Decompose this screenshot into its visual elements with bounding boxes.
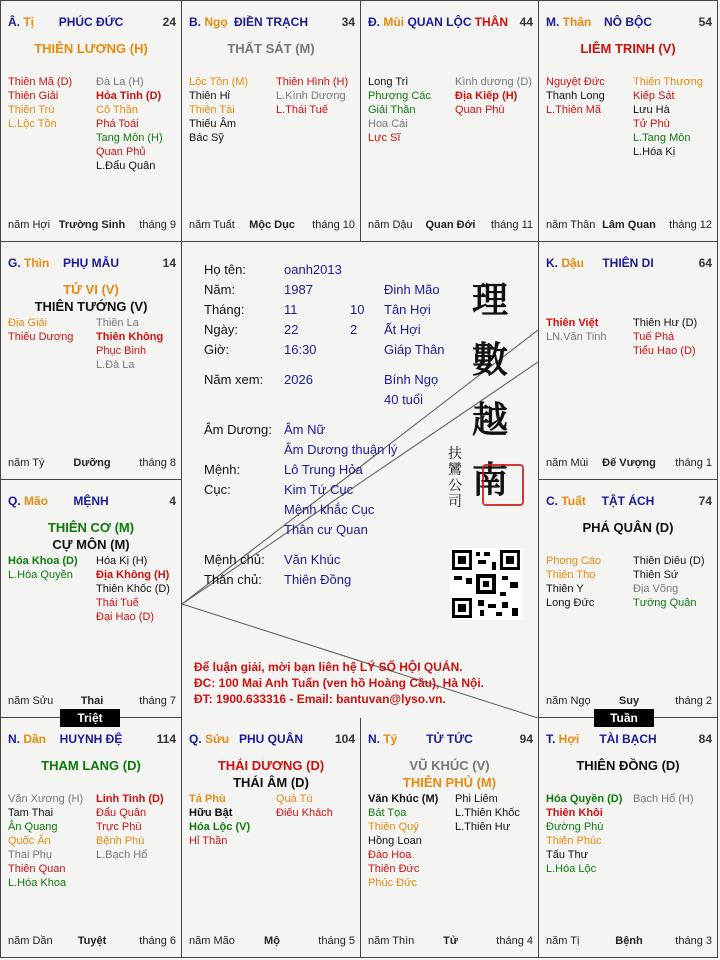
palace-footer (189, 935, 355, 949)
main-star: THAM LANG (D) (41, 758, 141, 773)
minor-star: Quan Phù (455, 104, 505, 116)
truong-sinh-stage: Lâm Quan (602, 219, 656, 231)
palace-number: 14 (162, 256, 176, 270)
minor-star: Thiên Mã (D) (8, 76, 73, 88)
minor-star: Tuế Phá (633, 331, 675, 343)
am-duong-label: Âm Dương: (204, 422, 272, 437)
seal-char-1: 理 (472, 279, 509, 321)
palace-month: tháng 3 (675, 935, 712, 947)
minor-star: Lộc Tồn (M) (189, 76, 249, 88)
minor-star: Thiên Hư (D) (633, 317, 698, 329)
palace-footer (8, 935, 176, 949)
palace-month: tháng 1 (675, 457, 712, 469)
menh-value: Lô Trung Hỏa (284, 462, 363, 477)
palace-footer (8, 695, 176, 709)
minor-star: Thiếu Dương (8, 331, 74, 343)
palace-footer (8, 457, 176, 471)
main-star: THIÊN CƠ (M) (47, 520, 135, 535)
hour-can-chi: Giáp Thân (384, 342, 445, 357)
minor-star: Cô Thần (96, 104, 138, 116)
palace-name: QUAN LỘC (407, 15, 472, 29)
palace-name: PHỤ MẪU (63, 256, 119, 270)
palace-mao[interactable] (0, 479, 182, 718)
palace-branch: Q. Sửu (189, 732, 230, 746)
main-star: VŨ KHÚC (V) (409, 758, 490, 773)
main-star: THÁI ÂM (D) (233, 775, 309, 790)
month-label: Tháng: (204, 302, 245, 317)
star-column-left (546, 316, 607, 344)
minor-star: Trực Phù (96, 821, 142, 833)
star-column-left (368, 75, 431, 145)
palace-branch: B. Ngọ (189, 15, 228, 29)
minor-star: Phong Cáo (546, 555, 602, 567)
minor-star: Phi Liêm (455, 793, 498, 805)
minor-star: Phục Binh (96, 345, 147, 357)
palace-header (182, 1, 360, 29)
palace-name: HUYNH ĐỆ (59, 732, 123, 746)
minor-star: Hóa Kị (H) (96, 555, 148, 567)
minor-star: Phá Toái (96, 118, 139, 130)
palace-than[interactable] (538, 0, 718, 242)
red-stamp (482, 464, 524, 506)
star-column-left (8, 792, 83, 890)
star-column-left (8, 316, 73, 344)
minor-star: L.Thiên Hư (455, 821, 511, 833)
star-column-left (8, 75, 72, 131)
palace-branch: M. Thân (546, 15, 592, 29)
minor-star: Hóa Lộc (V) (189, 821, 251, 833)
hour-value: 16:30 (284, 342, 317, 357)
minor-star: L.Lộc Tồn (8, 118, 57, 130)
minor-star: L.Hóa Kị (633, 146, 676, 158)
minor-star: L.Hóa Khoa (8, 877, 67, 889)
main-star: THIÊN ĐỒNG (D) (576, 758, 680, 773)
truong-sinh-stage: Dưỡng (73, 457, 111, 469)
minor-star: Thiên Giải (8, 90, 59, 102)
palace-branch: T. Hợi (546, 732, 580, 746)
view-can-chi: Bính Ngọ (384, 372, 439, 387)
palace-header (182, 718, 360, 746)
palace-header (539, 1, 717, 29)
palace-footer (189, 219, 355, 233)
palace-number: 44 (519, 15, 533, 29)
palace-month: tháng 12 (669, 219, 712, 231)
minor-star: Hữu Bật (189, 807, 233, 819)
minor-star: Tấu Thư (546, 849, 589, 861)
main-star: THÁI DƯƠNG (D) (217, 758, 325, 773)
palace-number: 54 (698, 15, 712, 29)
minor-star: Thiên Trù (8, 104, 55, 116)
star-column-right (276, 75, 348, 117)
minor-star: Linh Tinh (D) (96, 793, 164, 805)
star-column-right (455, 75, 532, 117)
minor-star: Địa Không (H) (96, 569, 170, 581)
minor-star: L.Kình Dương (276, 90, 346, 102)
tuan-badge: Tuần (594, 709, 654, 727)
palace-header (361, 718, 538, 746)
minor-star: Tam Thai (8, 807, 54, 819)
palace-branch: N. Tý (368, 732, 398, 746)
palace-branch: Q. Mão (8, 494, 49, 508)
palace-header (361, 1, 538, 29)
palace-year: năm Tý (8, 457, 45, 469)
star-column-left (189, 792, 250, 848)
palace-dau[interactable] (538, 241, 718, 480)
main-star: PHÁ QUÂN (D) (582, 520, 674, 535)
palace-month: tháng 9 (139, 219, 176, 231)
truong-sinh-stage: Quan Đới (425, 219, 476, 231)
minor-star: L.Tang Môn (633, 132, 691, 144)
minor-star: Bác Sỹ (189, 132, 224, 144)
palace-year: năm Dậu (368, 219, 413, 231)
seal-char-2: 數 (472, 339, 509, 381)
minor-star: Bệnh Phù (96, 835, 145, 847)
palace-tuat[interactable] (538, 479, 718, 718)
minor-star: Địa Võng (633, 583, 679, 595)
am-duong-value: Âm Nữ (284, 422, 326, 437)
palace-year: năm Thìn (368, 935, 415, 947)
year-value: 1987 (284, 282, 313, 297)
palace-month: tháng 4 (496, 935, 533, 947)
truong-sinh-stage: Đế Vượng (602, 457, 656, 469)
truong-sinh-stage: Tử (443, 935, 458, 947)
star-column-right (633, 792, 694, 806)
minor-star: Thiên Thọ (546, 569, 596, 581)
minor-star: Bát Tọa (368, 807, 407, 819)
palace-month: tháng 11 (490, 219, 533, 231)
palace-footer (8, 219, 176, 233)
minor-star: Thái Tuế (96, 597, 139, 609)
minor-star: Thiên Tài (189, 104, 235, 116)
minor-star: Long Đức (546, 597, 595, 609)
palace-mui[interactable] (360, 0, 539, 242)
truong-sinh-stage: Mộc Dục (249, 219, 295, 231)
minor-star: Thiên Y (546, 583, 584, 595)
minor-star: Long Trì (368, 76, 409, 88)
minor-star: Thiên Khôi (546, 807, 603, 819)
truong-sinh-stage: Suy (618, 695, 640, 707)
than-cu: Thân cư Quan (284, 522, 368, 537)
qr-code-icon[interactable] (450, 548, 522, 620)
day-can-chi: Ất Hợi (384, 322, 421, 337)
palace-name: PHÚC ĐỨC (58, 15, 124, 29)
minor-star: L.Thiên Khốc (455, 807, 520, 819)
palace-name: MỆNH (73, 494, 109, 508)
menh-chu-label: Mệnh chủ: (204, 552, 265, 567)
minor-star: Thiên Quan (8, 863, 66, 875)
minor-star: Quả Tú (276, 793, 313, 805)
palace-number: 104 (334, 732, 355, 746)
palace-year: năm Tị (546, 935, 580, 947)
truong-sinh-stage: Tuyệt (77, 935, 107, 947)
minor-star: L.Đà La (96, 359, 135, 371)
palace-year: năm Thân (546, 219, 596, 231)
palace-year: năm Sửu (8, 695, 54, 707)
minor-star: Hóa Quyền (D) (546, 793, 623, 805)
main-star: LIÊM TRINH (V) (580, 41, 676, 56)
cuc-label: Cục: (204, 482, 231, 497)
month-can-chi: Tân Hợi (384, 302, 431, 317)
minor-star: Thanh Long (546, 90, 605, 102)
minor-star: Thiên Thương (633, 76, 704, 88)
star-column-right (633, 316, 697, 358)
main-star: THIÊN TƯỚNG (V) (34, 299, 148, 314)
center-info-panel (182, 242, 538, 718)
palace-month: tháng 6 (139, 935, 176, 947)
day-label: Ngày: (204, 322, 238, 337)
minor-star: Địa Kiếp (H) (455, 90, 518, 102)
palace-thin[interactable] (0, 241, 182, 480)
main-star: THIÊN PHỦ (M) (402, 775, 497, 790)
star-column-left (368, 792, 438, 890)
seal-char-4: 南 (472, 459, 509, 501)
palace-name: PHU QUÂN (238, 732, 303, 746)
contact-phone-email[interactable]: ĐT: 1900.633316 - Email: bantuvan@lyso.vn. (194, 692, 446, 706)
palace-footer (368, 935, 533, 949)
truong-sinh-stage: Thai (80, 695, 104, 707)
main-star: THIÊN LƯƠNG (H) (34, 41, 148, 56)
palace-number: 24 (162, 15, 176, 29)
star-column-right (96, 316, 163, 372)
palace-number: 4 (169, 494, 176, 508)
palace-year: năm Hợi (8, 219, 51, 231)
palace-month: tháng 7 (139, 695, 176, 707)
star-column-left (546, 75, 605, 117)
palace-name: TẬT ÁCH (601, 494, 655, 508)
minor-star: Quan Phủ (96, 146, 146, 158)
minor-star: Tiểu Hao (D) (633, 345, 696, 357)
palace-footer (368, 219, 533, 233)
palace-number: 114 (156, 732, 176, 746)
minor-star: Đà La (H) (96, 76, 144, 88)
view-year-label: Năm xem: (204, 372, 264, 387)
cuc-relation: Mệnh khắc Cục (284, 502, 375, 517)
palace-year: năm Mùi (546, 457, 589, 469)
minor-star: Thiên Quý (368, 821, 419, 833)
palace-ty[interactable] (360, 717, 539, 958)
minor-star: Hoa Cái (368, 118, 408, 130)
minor-star: Thiên Việt (546, 317, 599, 329)
seal-char-3: 越 (472, 399, 509, 441)
palace-branch: Â. Tị (8, 15, 35, 29)
palace-footer (546, 935, 712, 949)
am-duong-relation: Âm Dương thuận lý (284, 442, 398, 457)
star-column-right (96, 554, 170, 624)
palace-footer (546, 457, 712, 471)
palace-ti[interactable] (0, 0, 182, 242)
year-can-chi: Đinh Mão (384, 282, 440, 297)
minor-star: Văn Xương (H) (8, 793, 84, 805)
triet-badge: Triệt (60, 709, 120, 727)
palace-hoi[interactable] (538, 717, 718, 958)
palace-header (1, 1, 181, 29)
palace-name: TÀI BẠCH (599, 732, 657, 746)
minor-star: LN.Văn Tinh (546, 331, 607, 343)
minor-star: Phúc Đức (368, 877, 417, 889)
palace-year: năm Mão (189, 935, 235, 947)
palace-number: 34 (341, 15, 355, 29)
minor-star: Thiên Diêu (D) (633, 555, 705, 567)
minor-star: Hỏa Tinh (D) (96, 90, 162, 102)
minor-star: Lực Sĩ (368, 132, 401, 144)
truong-sinh-stage: Trường Sinh (58, 219, 126, 231)
palace-footer (546, 219, 712, 233)
palace-dan[interactable] (0, 717, 182, 958)
palace-name: THIÊN DI (602, 256, 654, 270)
minor-star: Nguyệt Đức (546, 76, 605, 88)
minor-star: Đại Hao (D) (96, 611, 155, 623)
view-year-value: 2026 (284, 372, 313, 387)
cuc-value: Kim Tứ Cục (284, 482, 354, 497)
minor-star: Điếu Khách (276, 807, 333, 819)
minor-star: Bạch Hổ (H) (633, 793, 694, 805)
palace-header (539, 480, 717, 508)
truong-sinh-stage: Mộ (264, 935, 280, 947)
palace-number: 64 (698, 256, 712, 270)
minor-star: Thiên Đức (368, 863, 420, 875)
star-column-right (96, 75, 163, 173)
minor-star: Văn Khúc (M) (368, 793, 439, 805)
minor-star: Thiếu Âm (189, 118, 237, 130)
main-star: TỬ VI (V) (63, 282, 119, 297)
month-lunar: 10 (350, 302, 365, 317)
palace-name: ĐIỀN TRẠCH (234, 15, 308, 29)
palace-month: tháng 5 (318, 935, 355, 947)
palace-header (1, 480, 181, 508)
minor-star: Đường Phù (546, 821, 604, 833)
palace-month: tháng 2 (675, 695, 712, 707)
truong-sinh-stage: Bệnh (615, 935, 643, 947)
palace-name: NÔ BỘC (604, 15, 652, 29)
contact-address: ĐC: 100 Mai Anh Tuấn (ven hồ Hoàng Cầu), Hà Nội. (194, 676, 485, 690)
star-column-left (8, 554, 78, 582)
main-star: THẤT SÁT (M) (227, 41, 315, 56)
minor-star: Kình dương (D) (455, 76, 532, 88)
minor-star: Thiên Hình (H) (276, 76, 349, 88)
palace-header (539, 242, 717, 270)
palace-year: năm Ngọ (546, 695, 591, 707)
minor-star: Thiên La (96, 317, 139, 329)
minor-star: Đào Hoa (368, 849, 412, 861)
seal-side-text: 扶 鸞 公 司 (448, 446, 462, 510)
palace-header (1, 242, 181, 270)
star-column-right (633, 75, 703, 159)
minor-star: Thiên Phúc (546, 835, 602, 847)
minor-star: L.Hóa Quyền (8, 569, 73, 581)
main-star: CỰ MÔN (M) (52, 537, 130, 552)
palace-branch: G. Thìn (8, 256, 50, 270)
minor-star: Hồng Loan (368, 835, 422, 847)
minor-star: Tả Phù (189, 793, 226, 805)
minor-star: Tử Phù (633, 118, 670, 130)
star-column-left (189, 75, 248, 145)
palace-ngo[interactable] (181, 0, 361, 242)
minor-star: Đẩu Quân (96, 807, 147, 819)
star-column-right (276, 792, 333, 820)
minor-star: L.Bạch Hổ (96, 849, 148, 861)
minor-star: L.Đẩu Quân (96, 160, 156, 172)
palace-year: năm Dần (8, 935, 53, 947)
palace-number: 84 (698, 732, 712, 746)
minor-star: Quốc Ấn (8, 835, 51, 847)
minor-star: Thiên Khốc (D) (96, 583, 170, 595)
palace-branch: K. Dậu (546, 256, 585, 270)
than-chu-label: Thân chủ: (204, 572, 262, 587)
menh-label: Mệnh: (204, 462, 241, 477)
star-column-left (546, 554, 601, 610)
minor-star: Thiên Sứ (633, 569, 679, 581)
star-column-right (455, 792, 520, 834)
minor-star: Thiên Hỉ (189, 90, 230, 102)
palace-month: tháng 8 (139, 457, 176, 469)
star-column-right (633, 554, 705, 610)
star-column-right (96, 792, 164, 862)
minor-star: Lưu Hà (633, 104, 670, 116)
day-lunar: 2 (350, 322, 358, 337)
palace-branch: N. Dần (8, 732, 47, 746)
palace-branch: C. Tuất (546, 494, 586, 508)
palace-footer (546, 695, 712, 709)
than-marker: THÂN (474, 15, 508, 29)
minor-star: Hóa Khoa (D) (8, 555, 78, 567)
year-label: Năm: (204, 282, 236, 297)
minor-star: Tang Môn (H) (96, 132, 163, 144)
minor-star: Thai Phụ (8, 849, 53, 861)
minor-star: Hỉ Thần (189, 835, 228, 847)
palace-number: 74 (698, 494, 712, 508)
palace-year: năm Tuất (189, 219, 235, 231)
palace-number: 94 (519, 732, 533, 746)
palace-name: TỬ TỨC (426, 732, 473, 746)
star-column-left (546, 792, 622, 876)
month-value: 11 (284, 302, 298, 317)
name-label: Họ tên: (204, 262, 246, 277)
minor-star: L.Thiên Mã (546, 104, 602, 116)
minor-star: Giải Thần (368, 104, 416, 116)
name-value: oanh2013 (284, 262, 342, 277)
minor-star: Địa Giải (8, 317, 48, 329)
palace-month: tháng 10 (312, 219, 355, 231)
contact-line-1: Để luận giải, mời bạn liên hệ LÝ SỐ HỘI QUÁN. (194, 660, 463, 674)
minor-star: L.Hóa Lộc (546, 863, 597, 875)
hour-label: Giờ: (204, 342, 230, 357)
than-chu-value: Thiên Đồng (284, 572, 352, 587)
minor-star: Phượng Các (368, 90, 431, 102)
palace-branch: Đ. Mùi (368, 15, 405, 29)
minor-star: L.Thái Tuế (276, 104, 328, 116)
minor-star: Ân Quang (8, 821, 58, 833)
palace-suu[interactable] (181, 717, 361, 958)
minor-star: Tướng Quân (633, 597, 697, 609)
menh-chu-value: Văn Khúc (284, 552, 341, 567)
day-value: 22 (284, 322, 299, 337)
minor-star: Kiếp Sát (633, 90, 675, 102)
minor-star: Thiên Không (96, 331, 164, 343)
age-value: 40 tuổi (384, 392, 424, 407)
